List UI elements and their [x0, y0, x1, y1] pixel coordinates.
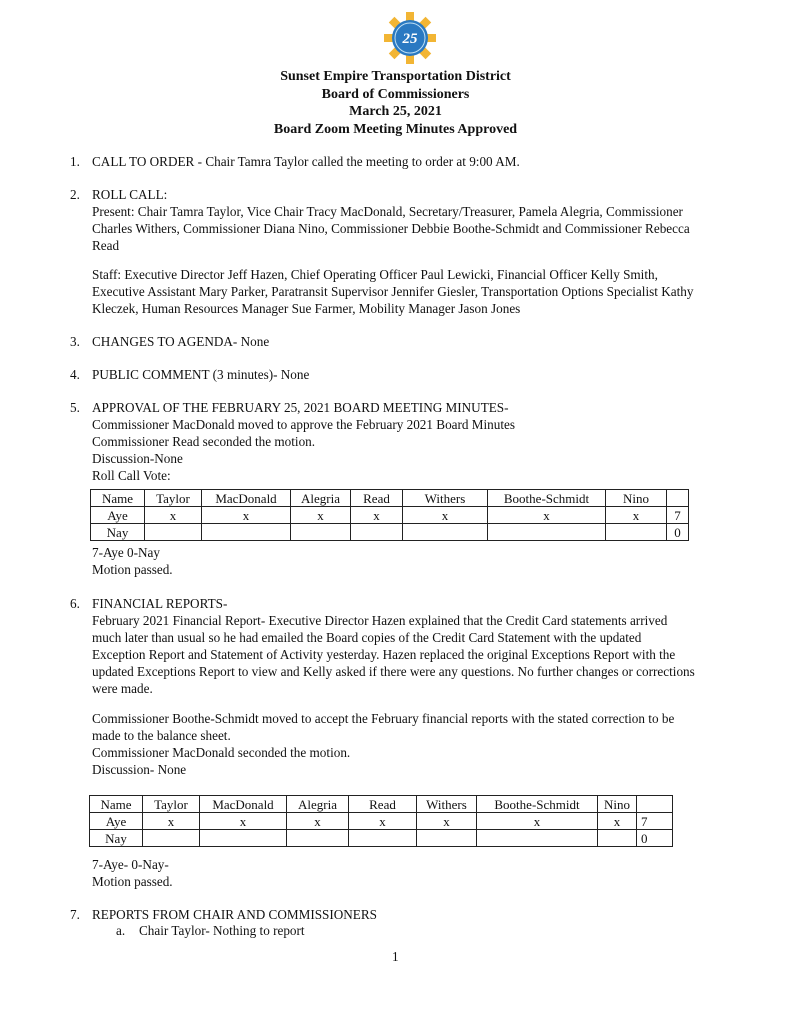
item-number: 1.	[70, 154, 80, 169]
approval-line: Roll Call Vote:	[92, 468, 171, 483]
table-row-nay: Nay 0	[90, 830, 673, 847]
svg-text:25: 25	[402, 31, 418, 47]
table-header-row: Name Taylor MacDonald Alegria Read Withers Boothe-Schmidt Nino	[90, 796, 673, 813]
table-row-nay: Nay 0	[91, 524, 689, 541]
financial-vote-table	[89, 795, 673, 847]
present-line: Present: Chair Tamra Taylor, Vice Chair Tracy MacDonald, Secretary/Treasurer, Pamela Alegria, Commissioner	[92, 204, 683, 219]
page-number: 1	[392, 949, 399, 964]
item-number: 7.	[70, 907, 80, 922]
org-name: Sunset Empire Transportation District	[280, 69, 511, 84]
approval-line: Discussion-None	[92, 451, 183, 466]
public-comment: PUBLIC COMMENT (3 minutes)- None	[92, 367, 310, 382]
chair-report: Chair Taylor- Nothing to report	[139, 923, 305, 938]
document-title	[0, 68, 791, 138]
motion-line: Commissioner Boothe-Schmidt moved to accept the February financial reports with the stated correction to be	[92, 711, 675, 726]
item-number: 6.	[70, 596, 80, 611]
table-row-aye: Aye x x x x x x x 7	[91, 507, 689, 524]
financial-heading: FINANCIAL REPORTS-	[92, 596, 228, 611]
reports-heading: REPORTS FROM CHAIR AND COMMISSIONERS	[92, 907, 377, 922]
vote-result: 7-Aye- 0-Nay-	[92, 857, 169, 872]
staff-line: Staff: Executive Director Jeff Hazen, Chief Operating Officer Paul Lewicki, Financial Officer Kelly Smith,	[92, 267, 658, 282]
staff-line: Kleczek, Human Resources Manager Sue Farmer, Mobility Manager Jason Jones	[92, 301, 521, 316]
financial-line: were made.	[92, 681, 153, 696]
present-line: Charles Withers, Commissioner Diana Nino, Commissioner Debbie Boothe-Schmidt and Commissioner Rebecca	[92, 221, 690, 236]
financial-line: Exception Report and Statement of Activity yesterday. Hazen replaced the original Exceptions Report with the	[92, 647, 676, 662]
item-number: 5.	[70, 400, 80, 415]
approval-heading: APPROVAL OF THE FEBRUARY 25, 2021 BOARD MEETING MINUTES-	[92, 400, 509, 415]
roll-call-vote-table	[90, 489, 689, 541]
financial-line: much later than usual so he had emailed the Board copies of the Credit Card Statement with the updated	[92, 630, 642, 645]
motion-line: made to the balance sheet.	[92, 728, 231, 743]
board-name: Board of Commissioners	[321, 86, 470, 102]
vote-result: 7-Aye 0-Nay	[92, 545, 160, 560]
doc-title: Board Zoom Meeting Minutes Approved	[273, 121, 518, 137]
staff-line: Executive Assistant Mary Parker, Paratransit Supervisor Jennifer Giesler, Transportation Options Specialist Kathy	[92, 284, 694, 299]
roll-call-heading: ROLL CALL:	[92, 187, 168, 202]
motion-line: Commissioner MacDonald seconded the motion.	[92, 745, 351, 760]
gear-logo-icon	[384, 12, 436, 64]
motion-status: Motion passed.	[92, 874, 173, 889]
sub-item-letter: a.	[116, 923, 126, 938]
item-number: 4.	[70, 367, 80, 382]
approval-line: Commissioner MacDonald moved to approve the February 2021 Board Minutes	[92, 417, 516, 432]
present-line: Read	[92, 238, 120, 253]
table-header-row: Name Taylor MacDonald Alegria Read Withers Boothe-Schmidt Nino	[91, 490, 689, 507]
item-number: 3.	[70, 334, 80, 349]
approval-line: Commissioner Read seconded the motion.	[92, 434, 316, 449]
financial-line: February 2021 Financial Report- Executive Director Hazen explained that the Credit Card statements arrived	[92, 613, 668, 628]
financial-line: updated Exceptions Report to view and Kelly asked if there were any questions. No further changes or corrections	[92, 664, 695, 679]
meeting-date: March 25, 2021	[349, 104, 442, 119]
motion-status: Motion passed.	[92, 562, 173, 577]
table-row-aye: Aye x x x x x x x 7	[90, 813, 673, 830]
changes-to-agenda: CHANGES TO AGENDA- None	[92, 334, 270, 349]
motion-line: Discussion- None	[92, 762, 187, 777]
call-to-order: CALL TO ORDER - Chair Tamra Taylor called the meeting to order at 9:00 AM.	[92, 154, 520, 169]
item-number: 2.	[70, 187, 80, 202]
